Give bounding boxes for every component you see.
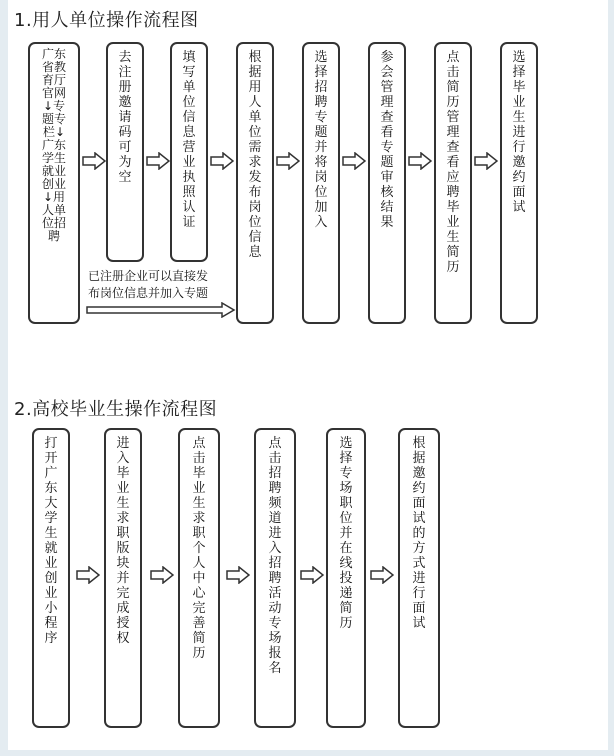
flow1-step-6 — [368, 42, 406, 324]
flow1-step-4 — [236, 42, 274, 324]
section1-title: 1.用人单位操作流程图 — [14, 10, 199, 31]
flow1-arrow-2-icon — [146, 152, 170, 170]
flow2-step-6 — [398, 428, 440, 728]
flow1-step-1 — [28, 42, 80, 324]
flow1-step-2-text: 去注册邀请码可为空 — [118, 50, 132, 185]
flow1-arrow-6-icon — [408, 152, 432, 170]
flow1-arrow-1-icon — [82, 152, 106, 170]
flow2-step-5-text: 选择专场职位并在线投递简历 — [339, 436, 353, 631]
flow1-step-5-text: 选择招聘专题并将岗位加入 — [314, 50, 328, 230]
flow2-step-5 — [326, 428, 366, 728]
flow2-step-1-text: 打开广东大学生就业创业小程序 — [44, 436, 58, 646]
flow1-step-6-text: 参会管理查看专题审核结果 — [380, 50, 394, 230]
flow1-step-1-text: 广东省教育厅官网↓专题专栏↓广东学生就业创业↓用人单位招聘 — [41, 47, 66, 243]
flow1-arrow-3-icon — [210, 152, 234, 170]
flow1-step-5 — [302, 42, 340, 324]
flow2-arrow-1-icon — [76, 566, 100, 584]
flow1-step-2 — [106, 42, 144, 262]
flow1-step-8-text: 选择毕业生进行邀约面试 — [512, 50, 526, 215]
section2-title: 2.高校毕业生操作流程图 — [14, 399, 218, 420]
flow1-note-line2: 布岗位信息并加入专题 — [88, 286, 209, 300]
flow2-step-1 — [32, 428, 70, 728]
flow1-step-3-text: 填写单位信息营业执照认证 — [182, 50, 196, 230]
flow1-step-3 — [170, 42, 208, 262]
flow2-step-2-text: 进入毕业生求职版块并完成授权 — [116, 436, 130, 646]
flow2-step-2 — [104, 428, 142, 728]
flow1-step-7 — [434, 42, 472, 324]
flow1-arrow-7-icon — [474, 152, 498, 170]
flow2-step-4-text: 点击招聘频道进入招聘活动专场报名 — [268, 436, 282, 676]
flow1-arrow-4-icon — [276, 152, 300, 170]
flow2-step-3 — [178, 428, 220, 728]
flow1-skip-arrow-icon — [86, 302, 236, 318]
flow2-step-4 — [254, 428, 296, 728]
flow1-arrow-5-icon — [342, 152, 366, 170]
flow1-step-8 — [500, 42, 538, 324]
flow2-arrow-3-icon — [226, 566, 250, 584]
flow1-note-line1: 已注册企业可以直接发 — [88, 269, 209, 283]
flow2-arrow-5-icon — [370, 566, 394, 584]
flow1-note — [88, 268, 208, 302]
flow2-step-6-text: 根据邀约面试的方式进行面试 — [412, 436, 426, 631]
flow2-step-3-text: 点击毕业生求职个人中心完善简历 — [192, 436, 206, 661]
flow2-arrow-4-icon — [300, 566, 324, 584]
flow2-arrow-2-icon — [150, 566, 174, 584]
flow1-step-7-text: 点击简历管理查看应聘毕业生简历 — [446, 50, 460, 275]
flow1-step-4-text: 根据用人单位需求发布岗位信息 — [248, 50, 262, 260]
